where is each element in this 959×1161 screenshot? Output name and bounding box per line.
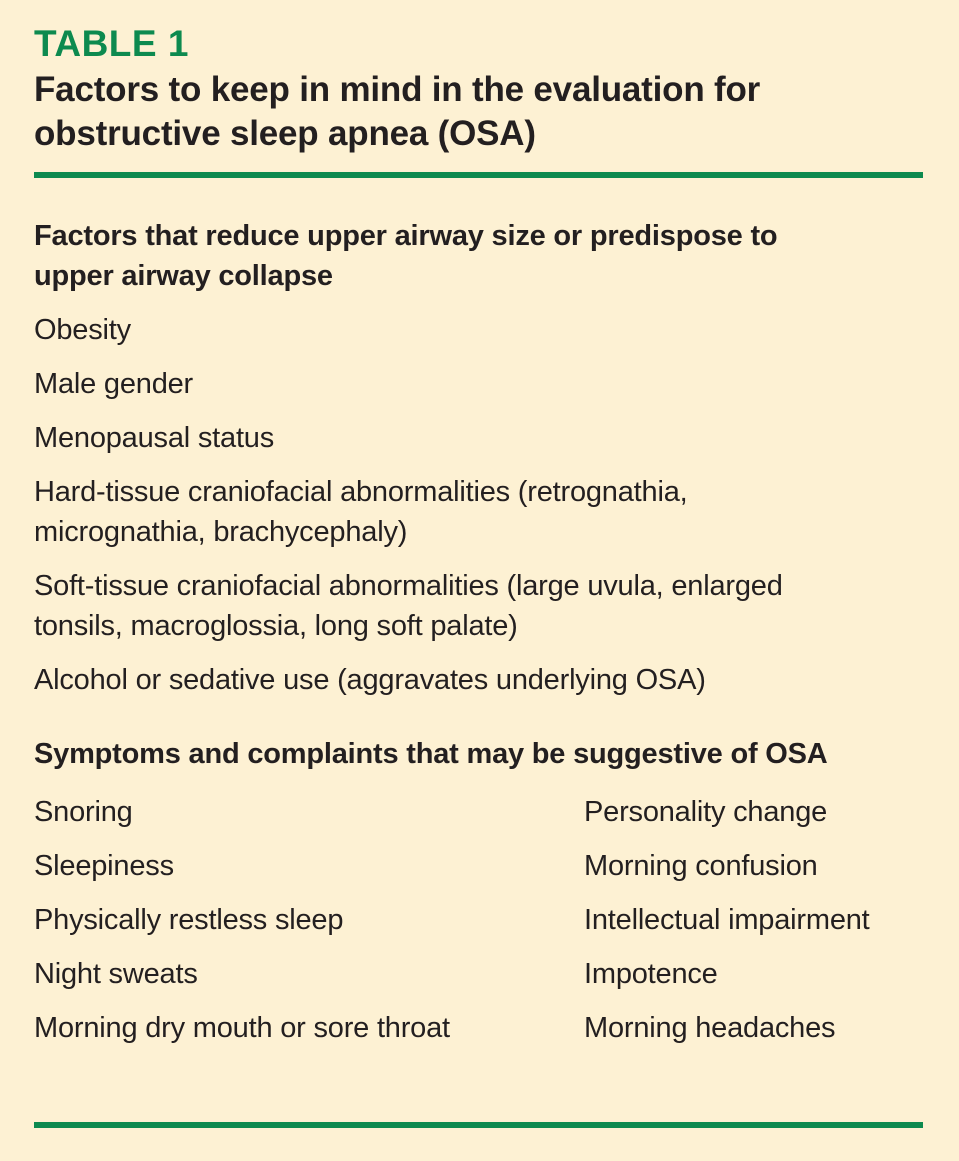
- factor-item-alcohol-sedative: [34, 660, 923, 700]
- symptom-item: Personality change: [584, 796, 828, 828]
- symptom-item: Morning dry mouth or sore throat: [34, 1012, 450, 1044]
- table-title: [34, 68, 923, 156]
- table-title-line-1: Factors to keep in mind in the evaluation for: [34, 70, 761, 109]
- factor-item-text: Obesity: [34, 314, 131, 346]
- factor-item-text: Alcohol or sedative use (aggravates underlying OSA): [34, 664, 706, 696]
- factors-heading-line-2: upper airway collapse: [34, 260, 333, 292]
- factor-item-text: Male gender: [34, 368, 194, 400]
- symptoms-heading: Symptoms and complaints that may be suggestive of OSA: [34, 738, 828, 770]
- factor-item-soft-tissue: [34, 566, 923, 646]
- symptom-item: Snoring: [34, 796, 133, 828]
- symptom-item: Physically restless sleep: [34, 904, 344, 936]
- factors-list: [34, 310, 923, 700]
- factor-item-text-continued: micrognathia, brachycephaly): [34, 516, 408, 548]
- factors-section: [34, 216, 923, 700]
- symptom-item: Morning confusion: [584, 850, 818, 882]
- symptom-item: Sleepiness: [34, 850, 174, 882]
- symptom-item: Impotence: [584, 958, 718, 990]
- symptoms-right-column: [584, 792, 870, 1062]
- factor-item-text: Soft-tissue craniofacial abnormalities (large uvula, enlarged: [34, 570, 783, 602]
- factors-heading: [34, 216, 923, 296]
- factors-heading-line-1: Factors that reduce upper airway size or predispose to: [34, 220, 778, 252]
- factor-item-menopausal-status: [34, 418, 923, 458]
- factor-item-text: Hard-tissue craniofacial abnormalities (retrognathia,: [34, 476, 688, 508]
- symptoms-left-column: [34, 792, 584, 1062]
- factor-item-obesity: [34, 310, 923, 350]
- bottom-divider: [34, 1122, 923, 1128]
- table-title-line-2: obstructive sleep apnea (OSA): [34, 114, 536, 153]
- symptoms-columns: [34, 792, 923, 1062]
- symptoms-section: [34, 734, 923, 1062]
- factor-item-hard-tissue: [34, 472, 923, 552]
- symptom-item: Intellectual impairment: [584, 904, 870, 936]
- symptom-item: Night sweats: [34, 958, 198, 990]
- factor-item-text: Menopausal status: [34, 422, 275, 454]
- table-label: TABLE 1: [34, 23, 189, 64]
- factor-item-male-gender: [34, 364, 923, 404]
- symptom-item: Morning headaches: [584, 1012, 836, 1044]
- factor-item-text-continued: tonsils, macroglossia, long soft palate): [34, 610, 518, 642]
- top-divider: [34, 172, 923, 178]
